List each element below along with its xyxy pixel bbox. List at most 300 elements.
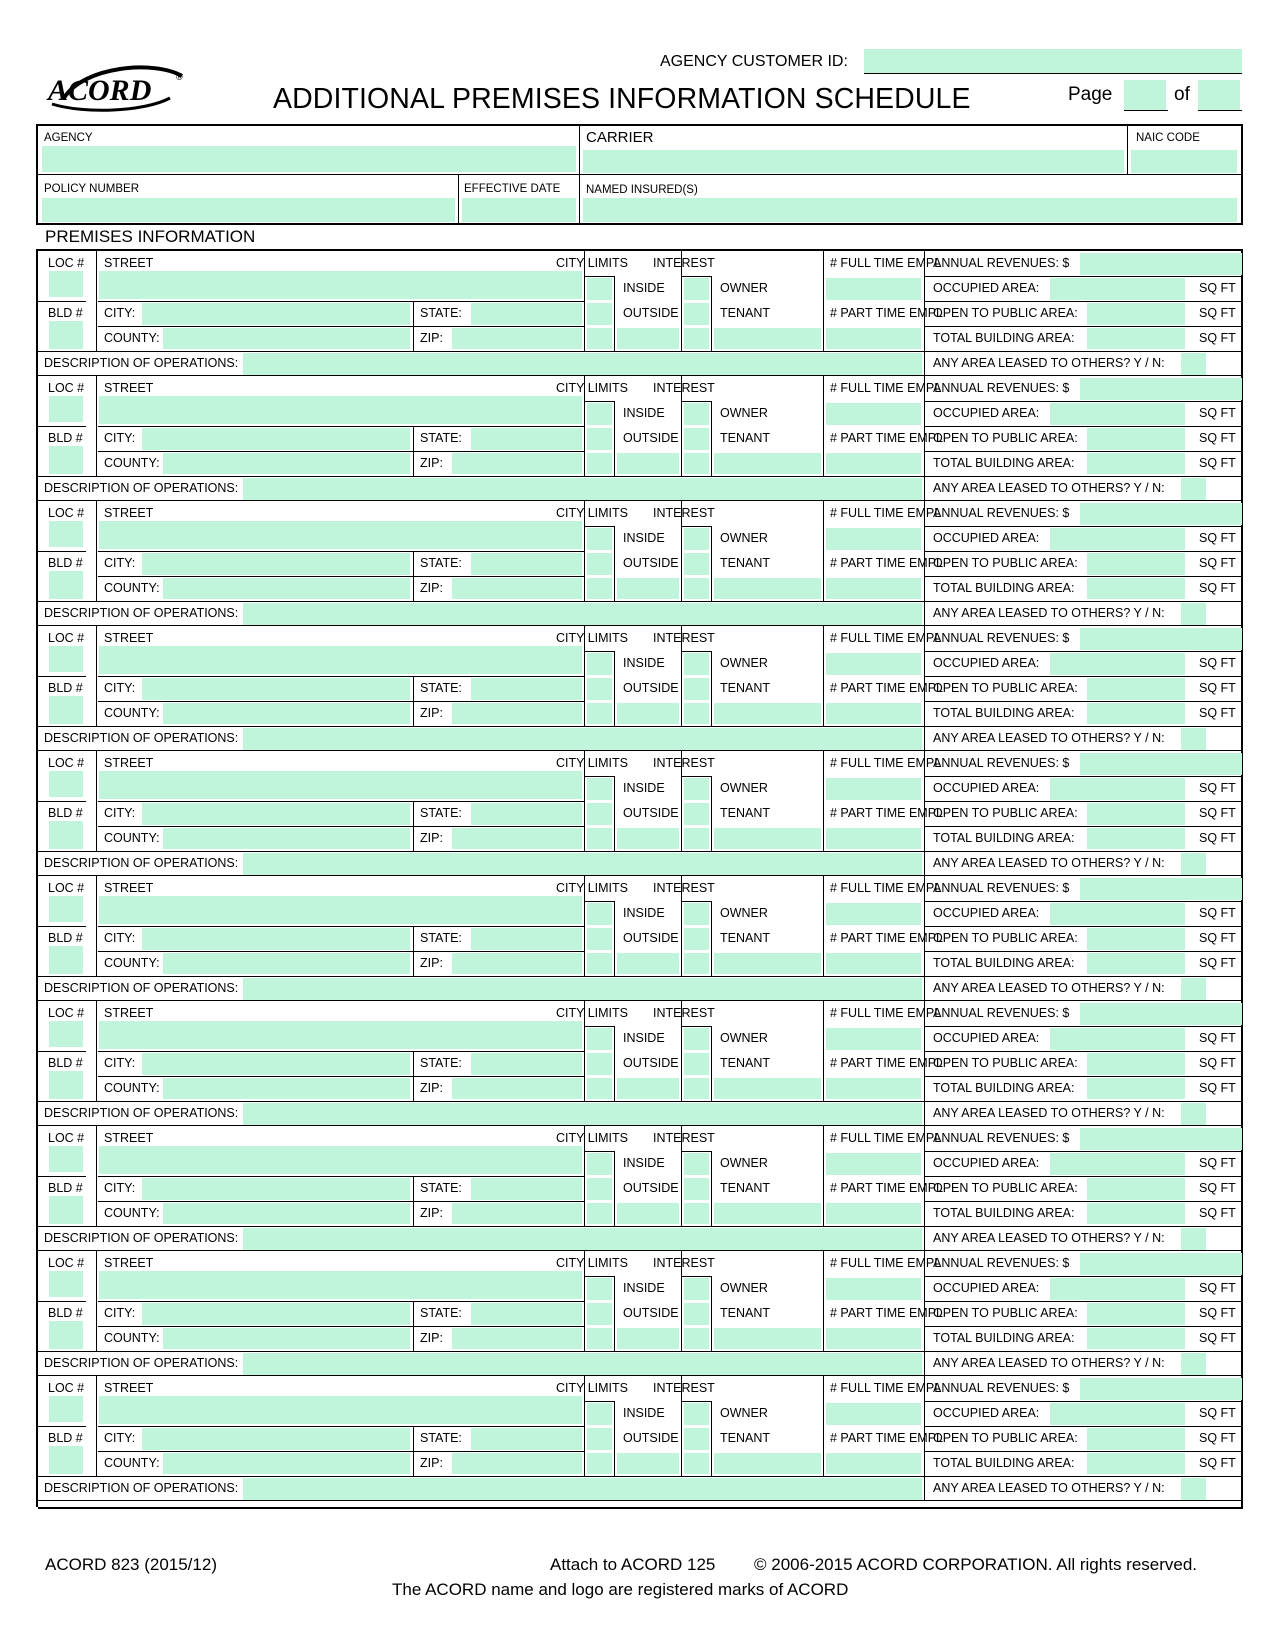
page-label: Page [1068,84,1113,105]
full-time-employees-field[interactable] [826,278,921,300]
street-field[interactable] [99,1396,582,1424]
description-field[interactable] [243,1478,922,1500]
sq-ft-label: SQ FT [1199,906,1236,920]
city-field[interactable] [142,803,410,825]
part-time-employees-field[interactable] [826,453,921,474]
sq-ft-label: SQ FT [1199,331,1236,345]
full-time-employees-label: # FULL TIME EMPL [830,1256,942,1270]
full-time-employees-field[interactable] [826,1278,921,1300]
loc-number-field[interactable] [49,1396,83,1422]
divider [458,174,459,224]
leased-to-others-label: ANY AREA LEASED TO OTHERS? Y / N: [933,856,1165,870]
zip-field[interactable] [452,703,582,724]
divider [38,174,1241,175]
total-building-area-label: TOTAL BUILDING AREA: [933,1081,1075,1095]
city-field[interactable] [142,1303,410,1325]
leased-to-others-field[interactable] [1181,728,1206,750]
full-time-employees-field[interactable] [826,778,921,800]
leased-to-others-label: ANY AREA LEASED TO OTHERS? Y / N: [933,1106,1165,1120]
divider [38,851,1243,852]
interest-other-field[interactable] [714,578,821,599]
full-time-employees-field[interactable] [826,528,921,550]
description-field[interactable] [243,728,922,750]
description-field[interactable] [243,1228,922,1250]
state-field[interactable] [471,1178,582,1200]
part-time-employees-label: # PART TIME EMPL [830,681,944,695]
annual-revenues-label: ANNUAL REVENUES: $ [933,631,1070,645]
city-limits-note-field[interactable] [617,703,679,724]
divider [413,1426,414,1476]
county-field[interactable] [163,1203,410,1224]
loc-number-field[interactable] [49,771,83,797]
city-limits-label: CITY LIMITS [556,381,629,395]
occupied-area-label: OCCUPIED AREA: [933,1281,1040,1295]
county-field[interactable] [163,1078,410,1099]
open-to-public-field[interactable] [1087,303,1185,325]
sq-ft-label: SQ FT [1199,1431,1236,1445]
divider [681,401,711,402]
loc-label: LOC # [48,506,85,520]
effective-date-field[interactable] [462,198,576,222]
total-building-area-field[interactable] [1087,828,1185,849]
open-to-public-label: OPEN TO PUBLIC AREA: [933,431,1078,445]
open-to-public-field[interactable] [1087,678,1185,700]
part-time-employees-field[interactable] [826,703,921,724]
city-limits-other-field[interactable] [587,1453,612,1474]
sq-ft-label: SQ FT [1199,956,1236,970]
owner-label: OWNER [720,1031,768,1045]
divider [98,1176,584,1177]
zip-field[interactable] [452,578,582,599]
occupied-area-field[interactable] [1050,778,1185,800]
divider [681,276,711,277]
premises-section-title: PREMISES INFORMATION [45,227,256,246]
open-to-public-field[interactable] [1087,553,1185,575]
divider [579,174,580,224]
city-label: CITY: [104,931,136,945]
divider [584,901,614,902]
open-to-public-field[interactable] [1087,1053,1185,1075]
premises-block [38,1001,1243,1126]
description-field[interactable] [243,603,922,625]
city-label: CITY: [104,681,136,695]
state-field[interactable] [471,428,582,450]
bld-number-field[interactable] [49,446,83,474]
zip-field[interactable] [452,328,582,349]
occupied-area-field[interactable] [1050,653,1185,675]
interest-other-checkbox[interactable] [684,328,709,349]
description-field[interactable] [243,353,922,375]
naic-code-label: NAIC CODE [1136,132,1200,144]
total-building-area-label: TOTAL BUILDING AREA: [933,331,1075,345]
divider [924,826,1243,827]
open-to-public-field[interactable] [1087,803,1185,825]
divider [924,1426,1243,1427]
full-time-employees-field[interactable] [826,1028,921,1050]
divider [38,1101,1243,1102]
interest-other-field[interactable] [714,1203,821,1224]
annual-revenues-field[interactable] [1080,1253,1242,1275]
sq-ft-label: SQ FT [1199,831,1236,845]
street-label: STREET [104,506,154,520]
leased-to-others-field[interactable] [1181,603,1206,625]
divider [579,126,580,174]
state-label: STATE: [420,306,462,320]
state-label: STATE: [420,806,462,820]
full-time-employees-field[interactable] [826,1153,921,1175]
county-field[interactable] [163,328,410,349]
loc-label: LOC # [48,381,85,395]
description-field[interactable] [243,1103,922,1125]
part-time-employees-field[interactable] [826,1078,921,1099]
city-limits-note-field[interactable] [617,828,679,849]
naic-code-field[interactable] [1131,150,1237,173]
leased-to-others-field[interactable] [1181,1478,1206,1500]
zip-field[interactable] [452,1453,582,1474]
part-time-employees-label: # PART TIME EMPL [830,1306,944,1320]
page-number-underline [1124,110,1168,111]
sq-ft-label: SQ FT [1199,1281,1236,1295]
street-field[interactable] [99,1146,582,1174]
city-field[interactable] [142,1178,410,1200]
interest-other-checkbox[interactable] [684,453,709,474]
leased-to-others-field[interactable] [1181,1353,1206,1375]
full-time-employees-label: # FULL TIME EMPL [830,631,942,645]
interest-other-field[interactable] [714,328,821,349]
city-limits-other-field[interactable] [587,953,612,974]
open-to-public-field[interactable] [1087,1178,1185,1200]
divider [98,576,584,577]
annual-revenues-label: ANNUAL REVENUES: $ [933,1256,1070,1270]
interest-other-checkbox[interactable] [684,1328,709,1349]
city-limits-other-field[interactable] [587,1328,612,1349]
annual-revenues-field[interactable] [1080,253,1242,275]
interest-other-checkbox[interactable] [684,703,709,724]
zip-field[interactable] [452,1203,582,1224]
part-time-employees-field[interactable] [826,1328,921,1349]
state-field[interactable] [471,1428,582,1450]
county-label: COUNTY: [104,1206,160,1220]
state-field[interactable] [471,553,582,575]
leased-to-others-field[interactable] [1181,1228,1206,1250]
total-building-area-field[interactable] [1087,453,1185,474]
county-label: COUNTY: [104,1456,160,1470]
carrier-label: CARRIER [586,129,654,146]
street-field[interactable] [99,1021,582,1049]
interest-other-field[interactable] [714,1328,821,1349]
city-field[interactable] [142,928,410,950]
bld-number-field[interactable] [49,1196,83,1224]
city-limits-note-field[interactable] [617,578,679,599]
divider [38,351,1243,352]
bld-number-field[interactable] [49,946,83,974]
divider [924,1051,1243,1052]
interest-other-checkbox[interactable] [684,1203,709,1224]
full-time-employees-field[interactable] [826,653,921,675]
zip-field[interactable] [452,1328,582,1349]
total-building-area-field[interactable] [1087,1328,1185,1349]
city-limits-other-field[interactable] [587,328,612,349]
bld-label: BLD # [48,681,83,695]
city-limits-label: CITY LIMITS [556,1006,629,1020]
page-number-field[interactable] [1124,80,1166,110]
leased-to-others-field[interactable] [1181,978,1206,1000]
zip-field[interactable] [452,828,582,849]
divider [924,1026,1243,1027]
loc-number-field[interactable] [49,1021,83,1047]
part-time-employees-field[interactable] [826,1203,921,1224]
loc-label: LOC # [48,1381,85,1395]
total-building-area-field[interactable] [1087,953,1185,974]
county-field[interactable] [163,453,410,474]
leased-to-others-field[interactable] [1181,1103,1206,1125]
divider [924,576,1243,577]
divider [681,526,711,527]
street-field[interactable] [99,646,582,674]
sq-ft-label: SQ FT [1199,581,1236,595]
bld-number-field[interactable] [49,571,83,599]
leased-to-others-field[interactable] [1181,853,1206,875]
state-label: STATE: [420,431,462,445]
loc-number-field[interactable] [49,646,83,672]
county-field[interactable] [163,1328,410,1349]
annual-revenues-label: ANNUAL REVENUES: $ [933,1381,1070,1395]
county-field[interactable] [163,1453,410,1474]
annual-revenues-field[interactable] [1080,1378,1242,1400]
interest-other-field[interactable] [714,1078,821,1099]
loc-number-field[interactable] [49,1271,83,1297]
city-limits-other-field[interactable] [587,703,612,724]
interest-other-field[interactable] [714,953,821,974]
interest-other-field[interactable] [714,703,821,724]
city-field[interactable] [142,553,410,575]
leased-to-others-field[interactable] [1181,478,1206,500]
state-field[interactable] [471,928,582,950]
agency-field[interactable] [42,146,576,172]
divider [413,1301,414,1351]
bld-number-field[interactable] [49,1321,83,1349]
divider [681,651,711,652]
annual-revenues-label: ANNUAL REVENUES: $ [933,881,1070,895]
county-label: COUNTY: [104,831,160,845]
loc-number-field[interactable] [49,1146,83,1172]
loc-number-field[interactable] [49,896,83,922]
inside-label: INSIDE [623,781,665,795]
acord-logo [44,58,189,118]
full-time-employees-field[interactable] [826,1403,921,1425]
bld-number-field[interactable] [49,696,83,724]
state-field[interactable] [471,678,582,700]
interest-other-checkbox[interactable] [684,578,709,599]
divider [98,551,584,552]
street-field[interactable] [99,396,582,424]
state-label: STATE: [420,1431,462,1445]
city-limits-note-field[interactable] [617,328,679,349]
occupied-area-field[interactable] [1050,278,1185,300]
county-field[interactable] [163,703,410,724]
city-limits-note-field[interactable] [617,1453,679,1474]
city-field[interactable] [142,678,410,700]
bld-number-field[interactable] [49,1071,83,1099]
open-to-public-field[interactable] [1087,928,1185,950]
annual-revenues-field[interactable] [1080,503,1242,525]
bld-number-field[interactable] [49,1446,83,1474]
open-to-public-label: OPEN TO PUBLIC AREA: [933,556,1078,570]
loc-number-field[interactable] [49,271,83,297]
full-time-employees-field[interactable] [826,903,921,925]
part-time-employees-field[interactable] [826,953,921,974]
interest-other-field[interactable] [714,1453,821,1474]
interest-other-checkbox[interactable] [684,1453,709,1474]
total-building-area-field[interactable] [1087,578,1185,599]
description-label: DESCRIPTION OF OPERATIONS: [44,606,239,620]
street-label: STREET [104,881,154,895]
city-limits-other-field[interactable] [587,1203,612,1224]
remarks-area[interactable] [38,1501,1243,1509]
total-building-area-field[interactable] [1087,1078,1185,1099]
leased-to-others-field[interactable] [1181,353,1206,375]
interest-other-checkbox[interactable] [684,953,709,974]
divider [681,1151,711,1152]
divider [924,1451,1243,1452]
part-time-employees-field[interactable] [826,1453,921,1474]
county-field[interactable] [163,953,410,974]
occupied-area-field[interactable] [1050,1278,1185,1300]
occupied-area-field[interactable] [1050,1153,1185,1175]
annual-revenues-field[interactable] [1080,378,1242,400]
divider [38,1226,1243,1227]
tenant-label: TENANT [720,306,770,320]
street-field[interactable] [99,271,582,299]
inside-label: INSIDE [623,531,665,545]
agency-customer-id-field[interactable] [864,49,1242,73]
total-building-area-field[interactable] [1087,328,1185,349]
sq-ft-label: SQ FT [1199,781,1236,795]
outside-label: OUTSIDE [623,1181,679,1195]
city-limits-other-field[interactable] [587,1078,612,1099]
part-time-employees-field[interactable] [826,578,921,599]
divider [584,276,614,277]
interest-other-checkbox[interactable] [684,1078,709,1099]
interest-other-field[interactable] [714,828,821,849]
divider [413,301,414,351]
zip-field[interactable] [452,953,582,974]
city-limits-note-field[interactable] [617,1078,679,1099]
occupied-area-field[interactable] [1050,1028,1185,1050]
policy-number-field[interactable] [42,198,455,222]
named-insured-field[interactable] [583,198,1237,222]
city-field[interactable] [142,1053,410,1075]
description-field[interactable] [243,978,922,1000]
interest-other-checkbox[interactable] [684,828,709,849]
street-label: STREET [104,1131,154,1145]
occupied-area-field[interactable] [1050,903,1185,925]
zip-field[interactable] [452,453,582,474]
loc-number-field[interactable] [49,396,83,422]
zip-field[interactable] [452,1078,582,1099]
street-field[interactable] [99,771,582,799]
occupied-area-field[interactable] [1050,528,1185,550]
page-total-field[interactable] [1198,80,1240,110]
divider [584,651,614,652]
occupied-area-field[interactable] [1050,403,1185,425]
city-field[interactable] [142,1428,410,1450]
divider [924,451,1243,452]
city-field[interactable] [142,428,410,450]
city-limits-other-field[interactable] [587,828,612,849]
description-field[interactable] [243,853,922,875]
city-limits-other-field[interactable] [587,453,612,474]
bld-number-field[interactable] [49,821,83,849]
description-label: DESCRIPTION OF OPERATIONS: [44,1231,239,1245]
street-field[interactable] [99,896,582,924]
total-building-area-field[interactable] [1087,1453,1185,1474]
divider [96,1376,97,1476]
state-field[interactable] [471,1053,582,1075]
carrier-field[interactable] [583,150,1124,173]
annual-revenues-label: ANNUAL REVENUES: $ [933,256,1070,270]
city-limits-note-field[interactable] [617,1203,679,1224]
sq-ft-label: SQ FT [1199,931,1236,945]
state-field[interactable] [471,803,582,825]
open-to-public-field[interactable] [1087,1428,1185,1450]
open-to-public-field[interactable] [1087,1303,1185,1325]
divider [1127,126,1128,174]
street-field[interactable] [99,521,582,549]
description-label: DESCRIPTION OF OPERATIONS: [44,1106,239,1120]
total-building-area-label: TOTAL BUILDING AREA: [933,1456,1075,1470]
city-limits-note-field[interactable] [617,453,679,474]
street-label: STREET [104,756,154,770]
inside-label: INSIDE [623,1406,665,1420]
annual-revenues-field[interactable] [1080,753,1242,775]
state-field[interactable] [471,303,582,325]
premises-block [38,376,1243,501]
annual-revenues-field[interactable] [1080,1003,1242,1025]
divider [924,651,1243,652]
county-field[interactable] [163,578,410,599]
divider [681,1401,711,1402]
city-limits-other-field[interactable] [587,578,612,599]
divider [98,1076,584,1077]
annual-revenues-field[interactable] [1080,1128,1242,1150]
bld-number-field[interactable] [49,321,83,349]
city-limits-note-field[interactable] [617,1328,679,1349]
total-building-area-field[interactable] [1087,1203,1185,1224]
street-field[interactable] [99,1271,582,1299]
state-field[interactable] [471,1303,582,1325]
open-to-public-field[interactable] [1087,428,1185,450]
annual-revenues-field[interactable] [1080,628,1242,650]
description-label: DESCRIPTION OF OPERATIONS: [44,731,239,745]
county-field[interactable] [163,828,410,849]
description-field[interactable] [243,478,922,500]
city-limits-note-field[interactable] [617,953,679,974]
total-building-area-field[interactable] [1087,703,1185,724]
part-time-employees-field[interactable] [826,328,921,349]
city-field[interactable] [142,303,410,325]
sq-ft-label: SQ FT [1199,1081,1236,1095]
loc-number-field[interactable] [49,521,83,547]
description-field[interactable] [243,1353,922,1375]
sq-ft-label: SQ FT [1199,681,1236,695]
annual-revenues-field[interactable] [1080,878,1242,900]
outside-label: OUTSIDE [623,1431,679,1445]
occupied-area-field[interactable] [1050,1403,1185,1425]
full-time-employees-field[interactable] [826,403,921,425]
part-time-employees-field[interactable] [826,828,921,849]
interest-other-field[interactable] [714,453,821,474]
